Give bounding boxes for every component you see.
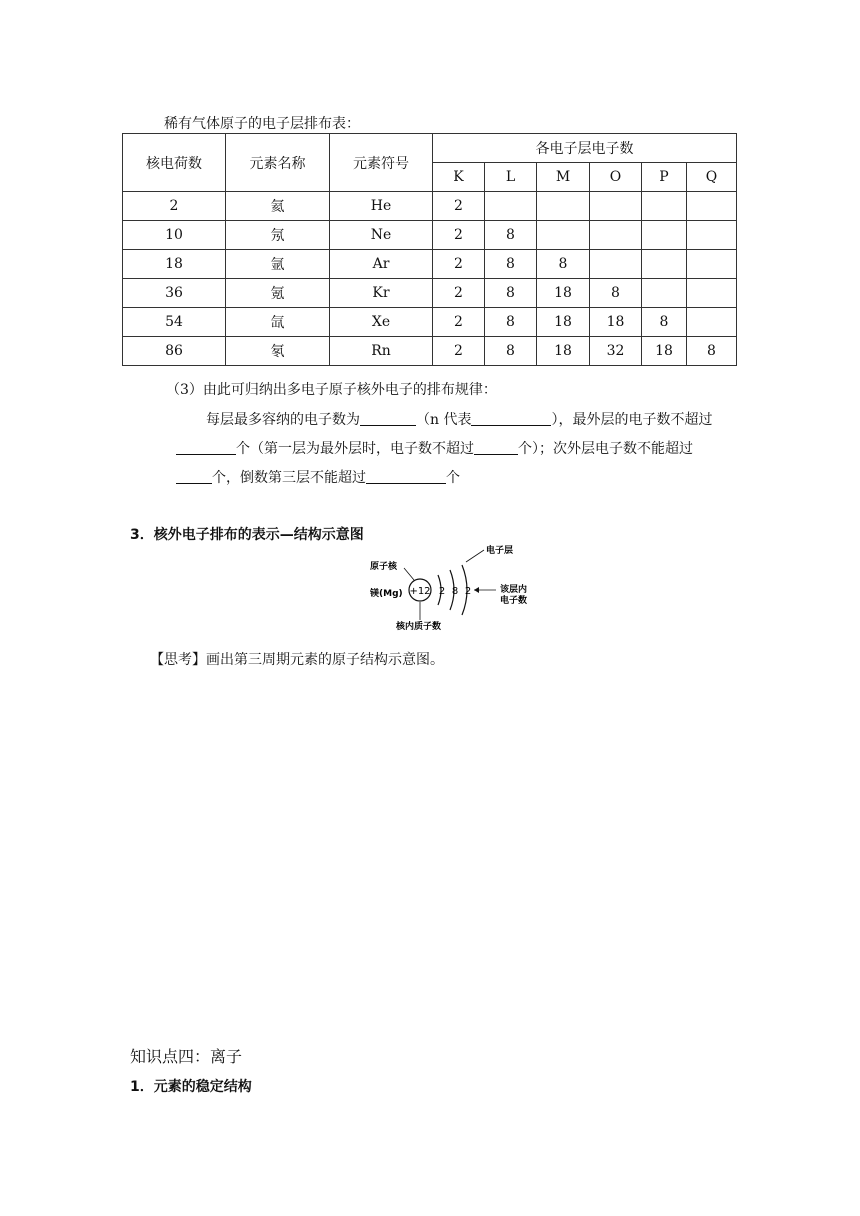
table-row bbox=[123, 250, 737, 279]
cell-symbol: He bbox=[330, 192, 433, 221]
cell-shell: 2 bbox=[433, 192, 485, 221]
blank-n-meaning[interactable] bbox=[471, 411, 551, 426]
cell-charge: 86 bbox=[123, 337, 226, 366]
cell-charge: 18 bbox=[123, 250, 226, 279]
shell-label: 电子层 bbox=[486, 546, 514, 556]
header-charge: 核电荷数 bbox=[123, 134, 226, 192]
cell-shell bbox=[642, 221, 687, 250]
table-row bbox=[123, 308, 737, 337]
cell-shell bbox=[537, 192, 590, 221]
cell-shell bbox=[590, 221, 642, 250]
cell-shell bbox=[687, 250, 737, 279]
cell-charge: 36 bbox=[123, 279, 226, 308]
cell-shell: 2 bbox=[433, 221, 485, 250]
element-label: 镁(Mg) bbox=[370, 589, 403, 599]
think-prompt: 【思考】画出第三周期元素的原子结构示意图。 bbox=[150, 652, 444, 668]
header-shell-l: L bbox=[485, 163, 537, 192]
blank-first-shell-max[interactable] bbox=[474, 440, 518, 455]
cell-shell: 2 bbox=[433, 308, 485, 337]
cell-shell: 8 bbox=[485, 308, 537, 337]
header-shell-o: O bbox=[590, 163, 642, 192]
shell-electrons-3: 2 bbox=[464, 586, 472, 597]
table-row bbox=[123, 221, 737, 250]
table-caption: 稀有气体原子的电子层排布表： bbox=[164, 116, 360, 132]
header-shell-k: K bbox=[433, 163, 485, 192]
cell-shell: 8 bbox=[642, 308, 687, 337]
nucleus-label: 原子核 bbox=[370, 562, 398, 572]
cell-shell bbox=[642, 192, 687, 221]
nucleus-charge: +12 bbox=[409, 586, 431, 597]
cell-shell: 2 bbox=[433, 337, 485, 366]
header-name: 元素名称 bbox=[226, 134, 330, 192]
header-shell-p: P bbox=[642, 163, 687, 192]
cell-symbol: Xe bbox=[330, 308, 433, 337]
cell-shell bbox=[642, 279, 687, 308]
cell-shell bbox=[642, 250, 687, 279]
cell-symbol: Ne bbox=[330, 221, 433, 250]
header-shell-q: Q bbox=[687, 163, 737, 192]
count-label-2: 电子数 bbox=[500, 596, 528, 606]
table-row bbox=[123, 192, 737, 221]
rule-line-3: 个，倒数第三层不能超过 个 bbox=[176, 468, 460, 488]
blank-sub-outer-max[interactable] bbox=[176, 469, 212, 484]
cell-name: 氪 bbox=[226, 279, 330, 308]
proton-label: 核内质子数 bbox=[396, 622, 442, 632]
rule-line-1: 每层最多容纳的电子数为 （n 代表 ），最外层的电子数不超过 bbox=[206, 412, 713, 428]
cell-shell: 8 bbox=[485, 250, 537, 279]
shell-electrons-1: 2 bbox=[438, 586, 446, 597]
header-shell-group: 各电子层电子数 bbox=[433, 134, 737, 163]
cell-shell bbox=[590, 250, 642, 279]
shell-electrons-2: 8 bbox=[451, 586, 459, 597]
table-row bbox=[123, 337, 737, 366]
cell-shell bbox=[687, 279, 737, 308]
blank-third-last-max[interactable] bbox=[366, 469, 446, 484]
cell-symbol: Kr bbox=[330, 279, 433, 308]
cell-shell: 8 bbox=[590, 279, 642, 308]
rule-line-2: 个（第一层为最外层时，电子数不超过 个）；次外层电子数不能超过 bbox=[176, 439, 693, 459]
section-3-title: 3．核外电子排布的表示—结构示意图 bbox=[130, 527, 364, 543]
cell-name: 氙 bbox=[226, 308, 330, 337]
header-shell-m: M bbox=[537, 163, 590, 192]
cell-shell: 18 bbox=[590, 308, 642, 337]
cell-shell: 18 bbox=[537, 279, 590, 308]
cell-shell bbox=[485, 192, 537, 221]
cell-shell: 18 bbox=[537, 308, 590, 337]
cell-symbol: Rn bbox=[330, 337, 433, 366]
cell-shell bbox=[537, 221, 590, 250]
cell-charge: 10 bbox=[123, 221, 226, 250]
cell-shell: 8 bbox=[537, 250, 590, 279]
cell-shell: 18 bbox=[642, 337, 687, 366]
rule-intro: （3）由此可归纳出多电子原子核外电子的排布规律： bbox=[166, 382, 497, 398]
blank-outer-max[interactable] bbox=[176, 440, 236, 455]
cell-name: 氦 bbox=[226, 192, 330, 221]
count-label-1: 该层内 bbox=[500, 585, 528, 595]
cell-shell bbox=[687, 221, 737, 250]
cell-charge: 2 bbox=[123, 192, 226, 221]
mg-structure-diagram bbox=[368, 540, 528, 635]
knowledge-4-subtitle: 1．元素的稳定结构 bbox=[130, 1079, 252, 1095]
cell-shell: 32 bbox=[590, 337, 642, 366]
cell-shell: 8 bbox=[485, 221, 537, 250]
header-symbol: 元素符号 bbox=[330, 134, 433, 192]
cell-shell: 8 bbox=[485, 279, 537, 308]
cell-shell bbox=[687, 308, 737, 337]
blank-max-per-shell[interactable] bbox=[360, 411, 416, 426]
cell-shell: 18 bbox=[537, 337, 590, 366]
cell-shell bbox=[687, 192, 737, 221]
cell-charge: 54 bbox=[123, 308, 226, 337]
cell-name: 氖 bbox=[226, 221, 330, 250]
arrow-icon bbox=[474, 587, 479, 593]
cell-shell: 8 bbox=[687, 337, 737, 366]
cell-shell: 8 bbox=[485, 337, 537, 366]
cell-shell: 2 bbox=[433, 250, 485, 279]
cell-shell bbox=[590, 192, 642, 221]
noble-gas-table bbox=[122, 133, 737, 366]
cell-name: 氡 bbox=[226, 337, 330, 366]
cell-symbol: Ar bbox=[330, 250, 433, 279]
cell-shell: 2 bbox=[433, 279, 485, 308]
knowledge-4-title: 知识点四：离子 bbox=[130, 1047, 243, 1066]
cell-name: 氩 bbox=[226, 250, 330, 279]
table-row bbox=[123, 279, 737, 308]
